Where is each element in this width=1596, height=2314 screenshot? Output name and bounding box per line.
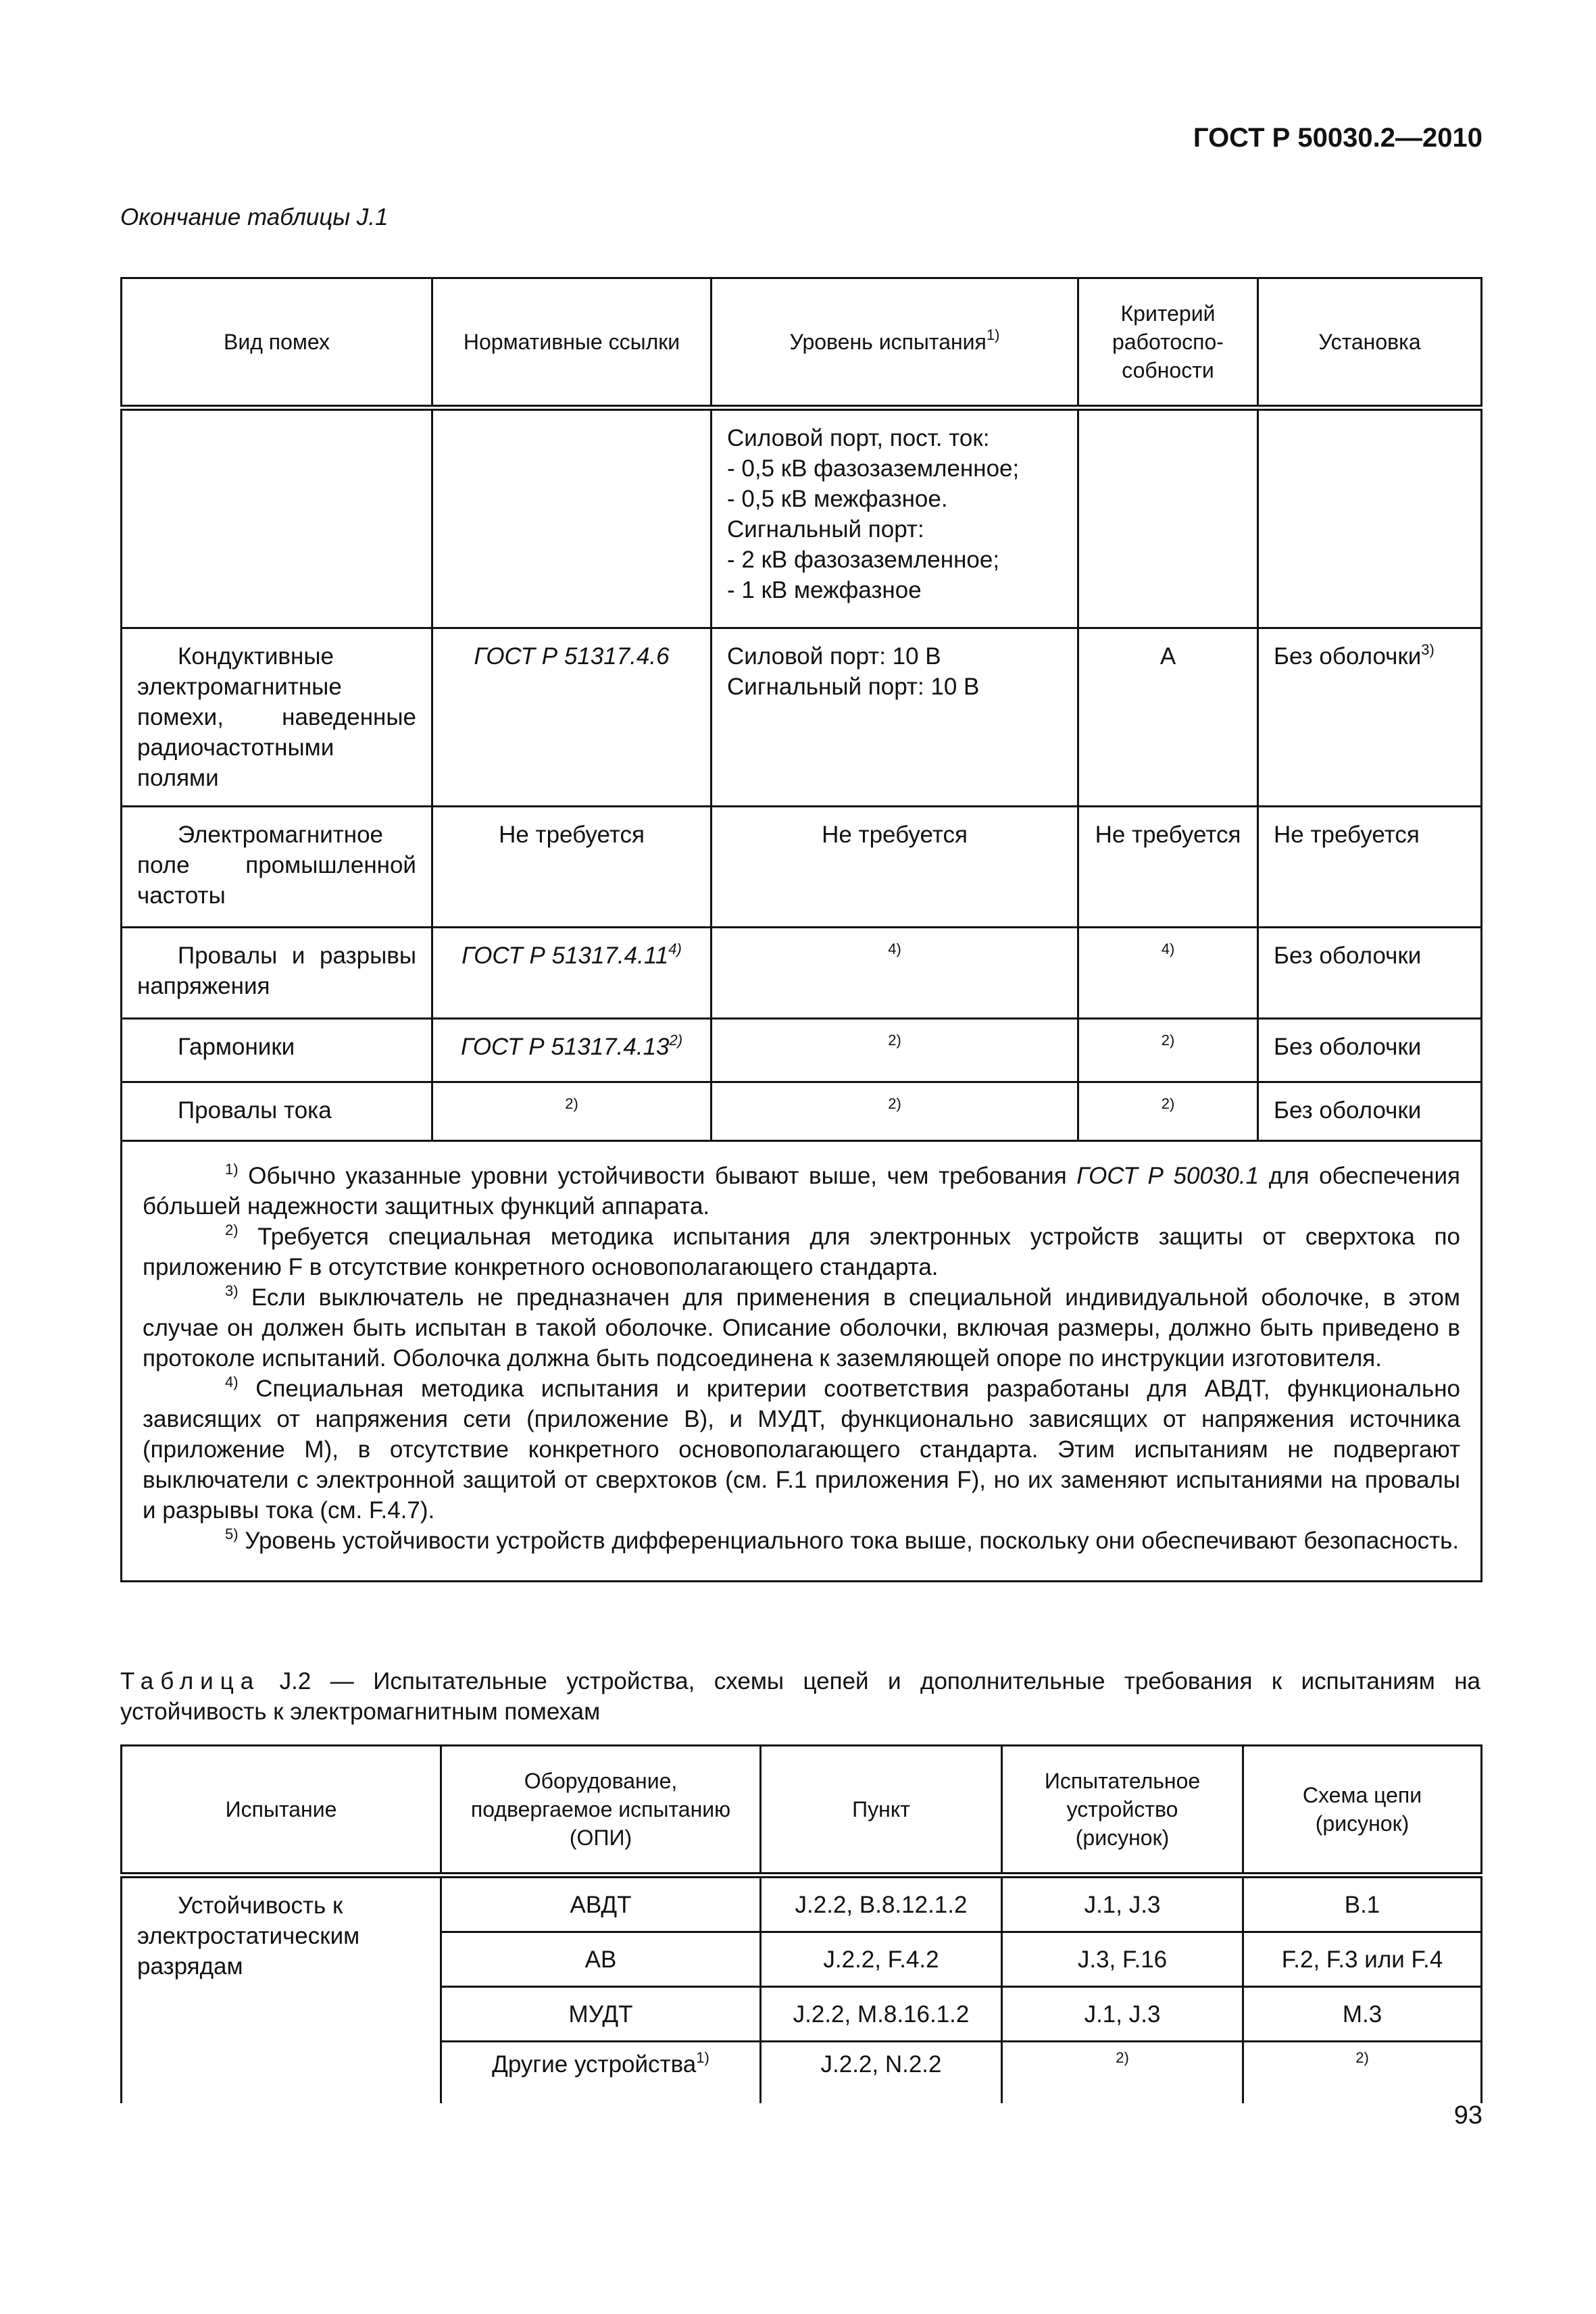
cell-level: 2) [712,1082,1078,1141]
text-line: - 1 кВ межфазное [727,577,922,603]
table-row [122,1019,1482,1082]
cell-clause: J.2.2, F.4.2 [761,1932,1002,1987]
cell-install: Без оболочки [1258,1082,1482,1141]
cell-criterion: 4) [1078,928,1258,1019]
header-device: Испытательное устройство (рисунок) [1002,1746,1243,1876]
note-1: $^{1)}$ Обычно указанные уровни устойчивости бывают выше, чем требования ГОСТ Р 50030.1 для обеспечения бóльшей надежности защитных функций аппарата. [143,1161,1460,1219]
cell-circuit: M.3 [1243,1987,1482,2042]
cell-level-ports [712,408,1078,628]
header-refs: Нормативные ссылки [432,278,712,408]
cell-type: Провалы и разрывы напряжения [122,928,432,1019]
cell-device: 2) [1002,2042,1243,2104]
cell-level: 4) [712,928,1078,1019]
table1-notes-row [122,1141,1482,1582]
cell-device: J.1, J.3 [1002,1987,1243,2042]
cell-level [712,628,1078,807]
cell-ref: ГОСТ Р 51317.4.6 [432,628,712,807]
cell-install: Без оболочки [1258,928,1482,1019]
cell-device: J.1, J.3 [1002,1876,1243,1932]
cell-circuit: 2) [1243,2042,1482,2104]
cell-equipment: МУДТ [441,1987,761,2042]
cell-empty [1258,408,1482,628]
cell-equipment: АВ [441,1932,761,1987]
table-row [122,628,1482,807]
cell-ref: 2) [432,1082,712,1141]
text-line: - 0,5 кВ фазозаземленное; [727,455,1020,482]
text-line: - 0,5 кВ межфазное. [727,486,948,512]
text-line: - 2 кВ фазозаземленное; [727,547,1000,573]
note-3: $^{3)}$ Если выключатель не предназначен для применения в специальной индивидуальной оболочке, в этом случае он должен быть испытан в такой оболочке. Описание оболочки, включая размеры, должно быть приведено в протоколе испытаний. Оболочка должна быть подсоединена к заземляющей опоре по инструкции изготовителя. [143,1282,1460,1372]
cell-level: Не требуется [712,807,1078,928]
note-4: $^{4)}$ Специальная методика испытания и критерии соответствия разработаны для АВДТ, функционально зависящих от напряжения сети (приложение B), и МУДТ, функционально зависящих от напряжения источника (приложение M), в отсутствие конкретного основополагающего стандарта. Этим испытаниям не подвергают выключатели с электронной защитой от сверхтоков (см. F.1 приложения F), но их заменяют испытаниями на провалы и разрывы тока (см. F.4.7). [143,1374,1460,1524]
table-row [122,807,1482,928]
cell-clause: J.2.2, N.2.2 [761,2042,1002,2104]
text-line: Силовой порт, пост. ток: [727,425,990,451]
table-row [122,1082,1482,1141]
note-5: $^{5)}$ Уровень устойчивости устройств дифференциального тока выше, поскольку они обеспечивают безопасность. [225,1526,1460,1554]
cell-clause: J.2.2, B.8.12.1.2 [761,1876,1002,1932]
header-circuit: Схема цепи (рисунок) [1243,1746,1482,1876]
header-install: Установка [1258,278,1482,408]
table2-header-row [122,1746,1482,1876]
header-level: Уровень испытания$^{1)}$ [712,278,1078,408]
cell-criterion: Не требуется [1078,807,1258,928]
text-line: Силовой порт: 10 В [727,643,941,670]
table-row [122,928,1482,1019]
header-criterion: Критерий работоспо-собности [1078,278,1258,408]
cell-type: Гармоники [122,1019,432,1082]
cell-equipment: АВДТ [441,1876,761,1932]
cell-level: 2) [712,1019,1078,1082]
cell-ref: ГОСТ Р 51317.4.11$^{4)}$ [432,928,712,1019]
cell-test-name: Устойчивость к электростатическим разрядам [122,1876,441,2104]
cell-criterion: 2) [1078,1082,1258,1141]
cell-install: Без оболочки [1258,1019,1482,1082]
note-2: $^{2)}$ Требуется специальная методика испытания для электронных устройств защиты от сверхтока по приложению F в отсутствие конкретного основополагающего стандарта. [143,1222,1460,1280]
table-row [122,1876,1482,1932]
cell-criterion: А [1078,628,1258,807]
cell-type: Электромагнитное поле промышленной частоты [122,807,432,928]
cell-device: J.3, F.16 [1002,1932,1243,1987]
text-line: Сигнальный порт: 10 В [727,674,980,700]
cell-clause: J.2.2, M.8.16.1.2 [761,1987,1002,2042]
header-clause: Пункт [761,1746,1002,1876]
table1-notes [122,1141,1482,1582]
cell-empty [432,408,712,628]
cell-empty [1078,408,1258,628]
header-type: Вид помех [122,278,432,408]
cell-circuit: B.1 [1243,1876,1482,1932]
cell-type: Провалы тока [122,1082,432,1141]
cell-install: Без оболочки$^{3)}$ [1258,628,1482,807]
table2-caption: Таблица J.2 — Испытательные устройства, схемы цепей и дополнительные требования к испытаниям на устойчивость к электромагнитным помехам [120,1668,1480,1725]
table1-caption: Окончание таблицы J.1 [120,204,389,230]
cell-ref: Не требуется [432,807,712,928]
cell-ref: ГОСТ Р 51317.4.13$^{2)}$ [432,1019,712,1082]
cell-circuit: F.2, F.3 или F.4 [1243,1932,1482,1987]
page-number: 93 [1453,2101,1482,2130]
cell-install: Не требуется [1258,807,1482,928]
cell-empty [122,408,432,628]
cell-type: Кондуктивные электромагнитные помехи, наведенные радиочастотными полями [122,628,432,807]
header-test: Испытание [122,1746,441,1876]
header-equipment: Оборудование, подвергаемое испытанию (ОПИ) [441,1746,761,1876]
table-j1 [120,277,1482,1582]
cell-criterion: 2) [1078,1019,1258,1082]
table-j2 [120,1744,1482,2103]
text-line: Сигнальный порт: [727,516,924,543]
cell-equipment: Другие устройства$^{1)}$ [441,2042,761,2104]
table-row [122,408,1482,628]
table1-header-row [122,278,1482,408]
standard-header: ГОСТ Р 50030.2—2010 [1193,123,1482,153]
